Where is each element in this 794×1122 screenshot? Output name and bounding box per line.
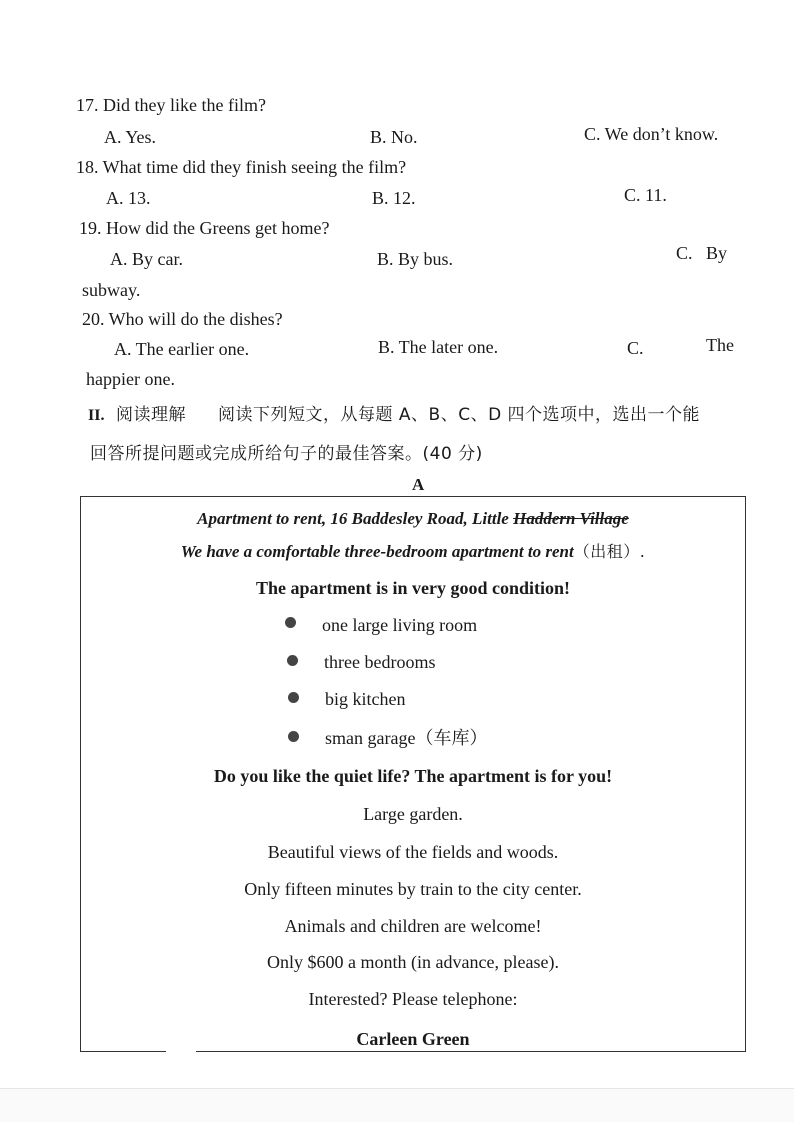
section-title: 阅读理解 xyxy=(116,405,186,425)
question-19-option-a: A. By car. xyxy=(110,249,183,269)
page-bottom-band xyxy=(0,1089,794,1122)
question-20-option-b: B. The later one. xyxy=(378,337,499,357)
ad-interested: Interested? Please telephone: xyxy=(308,989,518,1009)
question-20-option-a: A. The earlier one. xyxy=(114,339,250,359)
question-17-option-c: C. We don’t know. xyxy=(584,124,719,144)
section-number: II. xyxy=(88,407,105,424)
question-19-option-c-continued: subway. xyxy=(82,280,141,300)
ad-train: Only fifteen minutes by train to the city center. xyxy=(244,879,582,899)
question-17-option-b: B. No. xyxy=(370,127,418,147)
question-20-option-c-tail: The xyxy=(706,335,734,355)
ad-heading xyxy=(80,508,746,530)
ad-price: Only $600 a month (in advance, please). xyxy=(267,952,559,972)
question-18-option-b: B. 12. xyxy=(372,188,416,208)
feature-text: sman garage（车库） xyxy=(325,728,488,748)
bullet-icon xyxy=(288,731,299,742)
bullet-icon xyxy=(288,692,299,703)
feature-text: big kitchen xyxy=(325,689,406,709)
question-17-text: 17. Did they like the film? xyxy=(76,95,266,115)
ad-contact-name: Carleen Green xyxy=(356,1029,470,1049)
ad-garden: Large garden. xyxy=(363,804,463,824)
passage-label: A xyxy=(412,475,425,494)
section-instruction-line1: 阅读下列短文，从每题 A、B、C、D 四个选项中，选出一个能 xyxy=(218,405,701,425)
ad-views: Beautiful views of the fields and woods. xyxy=(267,842,559,862)
question-17-option-a: A. Yes. xyxy=(104,127,157,147)
question-18-option-a: A. 13. xyxy=(106,188,151,208)
question-20-option-c-continued: happier one. xyxy=(86,369,175,389)
ad-subheading xyxy=(80,541,746,563)
question-18-option-c: C. 11. xyxy=(624,185,667,205)
question-19-option-b: B. By bus. xyxy=(377,249,454,269)
ad-condition: The apartment is in very good condition! xyxy=(255,578,570,598)
question-18-text: 18. What time did they finish seeing the film? xyxy=(76,157,407,177)
ad-subheading-text: We have a comfortable three-bedroom apartment to rent xyxy=(180,542,574,561)
ad-heading-address: Apartment to rent, 16 Baddesley Road, Little xyxy=(197,509,514,528)
bullet-icon xyxy=(285,617,296,628)
ad-heading-struck: Haddern Village xyxy=(513,509,629,528)
question-20-text: 20. Who will do the dishes? xyxy=(82,309,283,329)
ad-subheading-cn: （出租）. xyxy=(573,542,646,561)
bullet-icon xyxy=(287,655,298,666)
section-instruction-line2: 回答所提问题或完成所给句子的最佳答案。(40 分) xyxy=(90,444,483,464)
question-19-text: 19. How did the Greens get home? xyxy=(79,218,330,238)
feature-text: one large living room xyxy=(322,615,478,635)
question-20-option-c: C. xyxy=(627,338,644,358)
feature-text: three bedrooms xyxy=(324,652,436,672)
ad-welcome: Animals and children are welcome! xyxy=(284,916,542,936)
question-19-option-c: C. By xyxy=(676,243,728,263)
ad-quiet-life: Do you like the quiet life? The apartment is for you! xyxy=(213,766,613,786)
